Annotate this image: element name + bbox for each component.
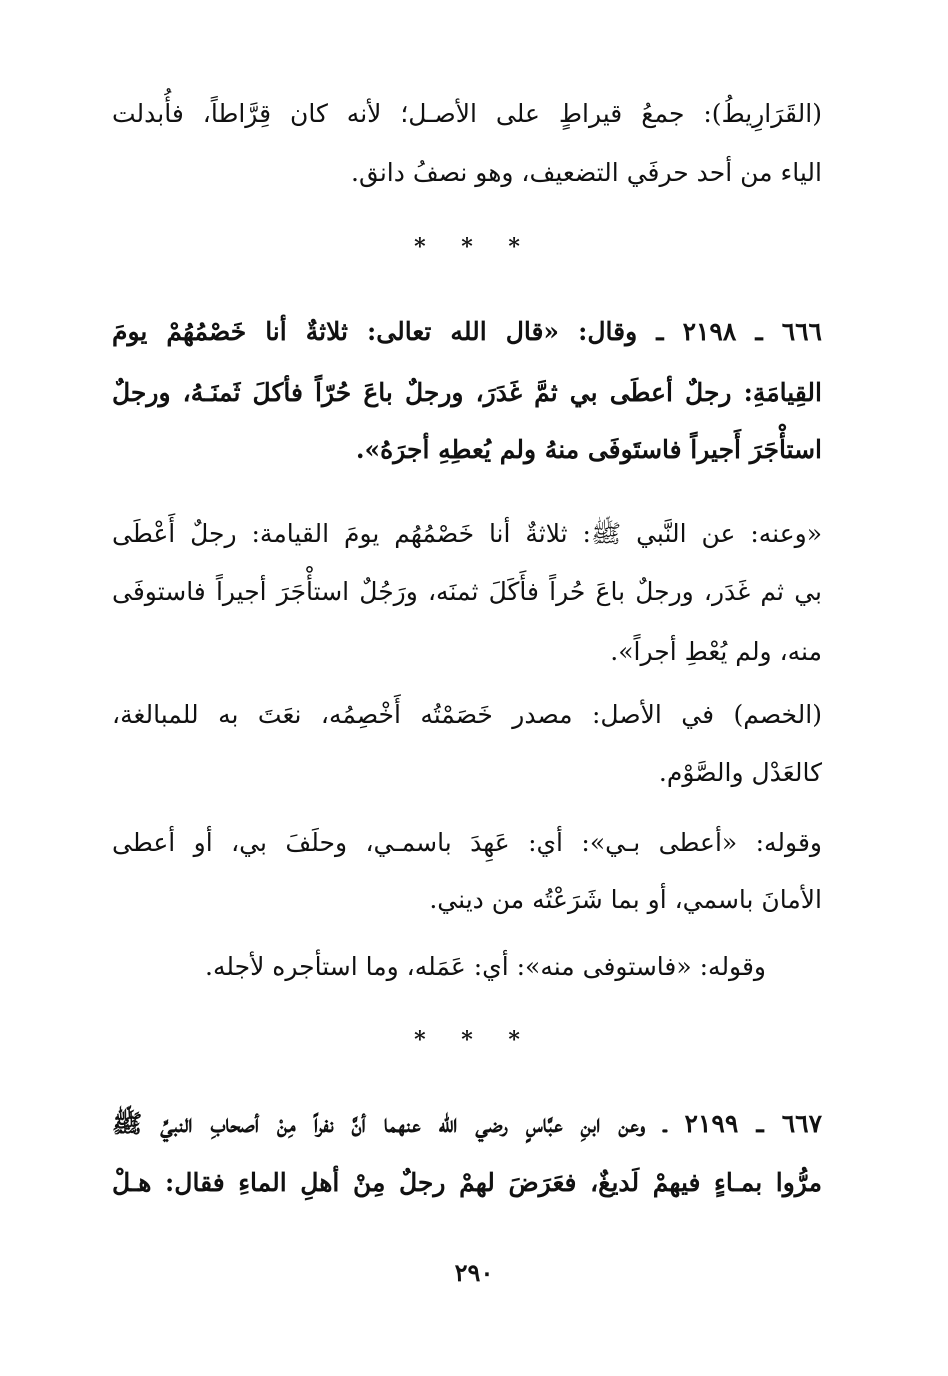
- section-separator-2: * * *: [414, 1027, 534, 1053]
- hadith-667-line-1: ٦٦٧ ـ ٢١٩٩ ـ وعن ابنِ عبَّاسٍ رضي الله عنهما أنَّ نفراً مِنْ أصحابِ النبيِّ ﷺ: [112, 1109, 823, 1138]
- khasm-line-1: (الخصم) في الأصل: مصدر خَصَمْتُه أَخْصِمُه، نعَتَ به للمبالغة،: [112, 700, 822, 729]
- hadith-667-line-2: مرُّوا بمـاءٍ فيهمْ لَديغٌ، فعَرَضَ لهمْ رجلٌ مِنْ أهلِ الماءِ فقال: هـلْ: [112, 1168, 822, 1197]
- text-line-2: الياء من أحد حرفَي التضعيف، وهو نصفُ دانق.: [351, 158, 822, 187]
- commentary-line-3: منه، ولم يُعْطِ أجراً».: [610, 637, 822, 666]
- commentary-line-1: «وعنه: عن النَّبي ﷺ: ثلاثةٌ أنا خَصْمُهُم يومَ القيامة: رجلٌ أَعْطَى: [112, 519, 822, 548]
- page-number: ٢٩٠: [454, 1258, 494, 1287]
- commentary-line-2: بي ثم غَدَر، ورجلٌ باعَ حُراً فأَكَلَ ثمنَه، ورَجُلٌ استأْجَرَ أجيراً فاستوفَى: [112, 577, 822, 606]
- text-line-1: (القَرَارِيطُ): جمعُ قيراطٍ على الأصـل؛ لأنه كان قِرَّاطاً، فأُبدلت: [112, 99, 822, 128]
- hadith-666-line-3: استأْجَرَ أَجيراً فاستَوفَى منهُ ولم يُعطِهِ أجرَهُ».: [355, 435, 822, 464]
- hadith-666-line-2: القِيامَةِ: رجلٌ أعطَى بي ثمَّ غَدَرَ، ورجلٌ باعَ حُرّاً فأكلَ ثَمنَـهُ، ورجلٌ: [112, 378, 822, 407]
- section-separator-1: * * *: [414, 234, 534, 260]
- hadith-666-line-1: ٦٦٦ ـ ٢١٩٨ ـ وقال: «قال الله تعالى: ثلاثةٌ أنا خَصْمُهُمْ يومَ: [112, 317, 822, 346]
- aata-bi-line-2: الأمانَ باسمي، أو بما شَرَعْتُه من ديني.: [429, 885, 822, 914]
- khasm-line-2: كالعَدْل والصَّوْم.: [658, 758, 822, 787]
- istawfa-line: وقوله: «فاستوفى منه»: أي: عَمَله، وما استأجره لأجله.: [205, 952, 766, 981]
- aata-bi-line-1: وقوله: «أعطى بـي»: أي: عَهِدَ باسمـي، وحلَفَ بي، أو أعطى: [112, 828, 822, 857]
